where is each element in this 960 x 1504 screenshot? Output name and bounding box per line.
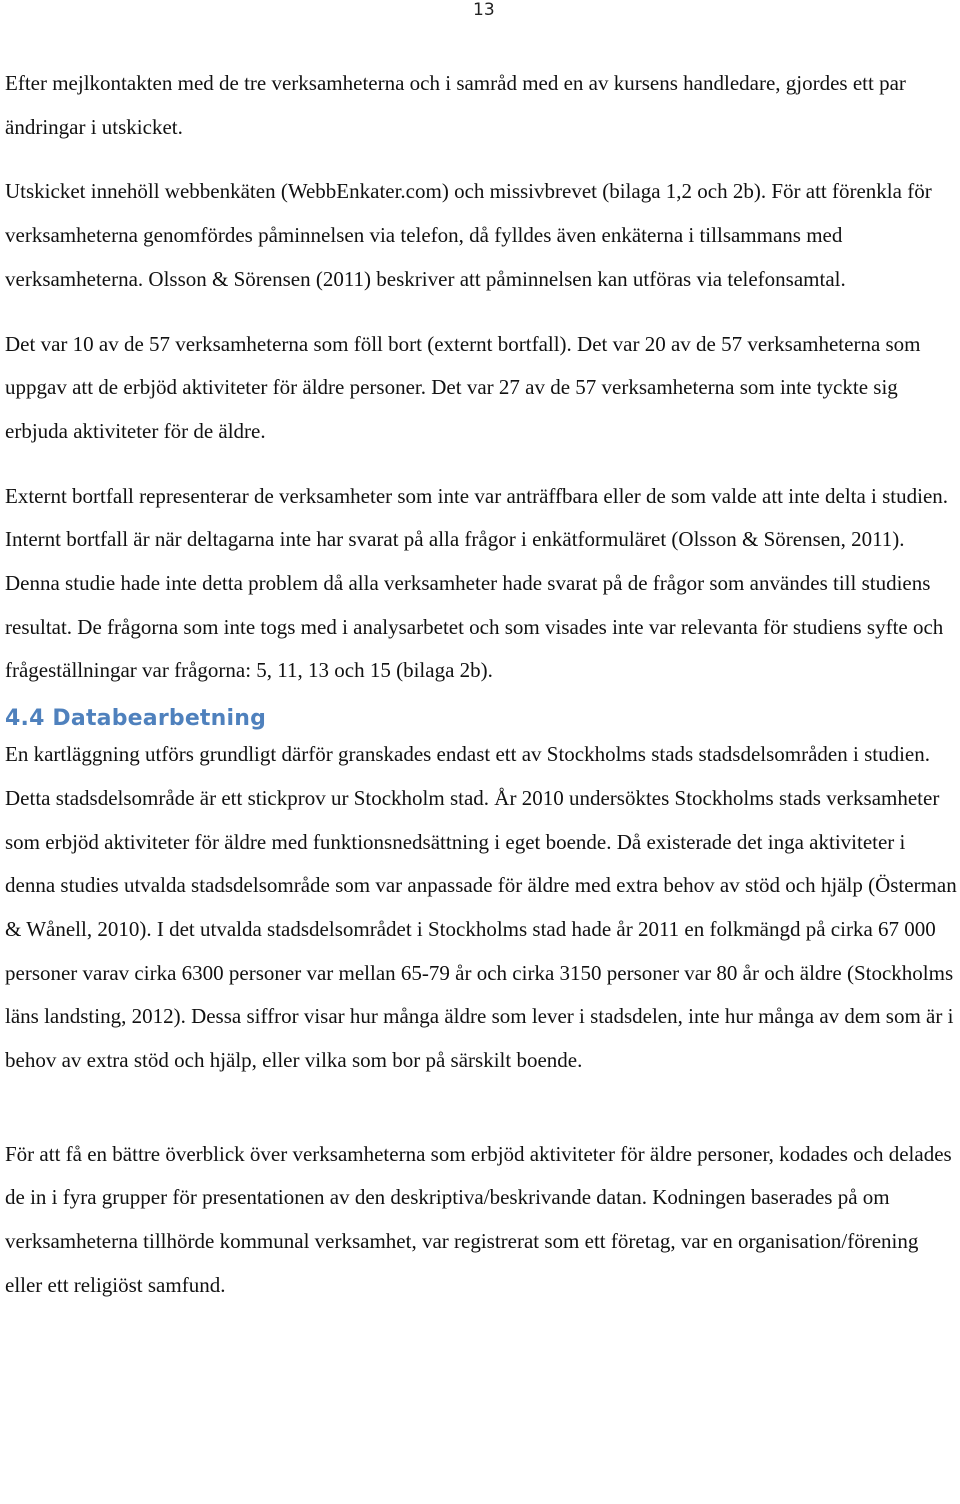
paragraph-survey-dispatch: Utskicket innehöll webbenkäten (WebbEnkater.com) och missivbrevet (bilaga 1,2 och 2b). För att förenkla för verksamheterna genomfördes påminnelsen via telefon, då fylldes även enkäterna i tillsammans med verksamheterna. Olsson & Sörensen (2011) beskriver att påminnelsen kan utföras via telefonsamtal. — [5, 179, 932, 291]
section-heading: 4.4 Databearbetning — [5, 706, 267, 732]
document-body — [5, 62, 957, 1308]
page-number: 13 — [473, 0, 495, 20]
paragraph-gap — [5, 1083, 957, 1133]
paragraph-dropout-definition: Externt bortfall representerar de verksamheter som inte var anträffbara eller de som valde att inte delta i studien. Internt bortfall är när deltagarna inte har svarat på alla frågor i enkätformuläret (Olsson & Sörensen, 2011). Denna studie hade inte detta problem då alla verksamheter hade svarat på de frågor som användes till studiens resultat. De frågorna som inte togs med i analysarbetet och som visades inte var relevanta för studiens syfte och frågeställningar var frågorna: 5, 11, 13 och 15 (bilaga 2b). — [5, 483, 949, 683]
paragraph-mapping: En kartläggning utförs grundligt därför granskades endast ett av Stockholms stads stadsdelsområden i studien. Detta stadsdelsområde är ett stickprov ur Stockholm stad. År 2010 undersöktes Stockholms stads verksamheter som erbjöd aktiviteter för äldre med funktionsnedsättning i eget boende. Då existerade det inga aktiviteter i denna studies utvalda stadsdelsområde som var anpassade för äldre med extra behov av stöd och hjälp (Österman & Wånell, 2010). I det utvalda stadsdelsområdet i Stockholms stad hade år 2011 en folkmängd på cirka 67 000 personer varav cirka 6300 personer var mellan 65-79 år och cirka 3150 personer var 80 år och äldre (Stockholms läns landsting, 2012). Dessa siffror visar hur många äldre som lever i stadsdelen, inte hur många av dem som är i behov av extra stöd och hjälp, eller vilka som bor på särskilt boende. — [5, 742, 957, 1073]
paragraph-mail-contact: Efter mejlkontakten med de tre verksamheterna och i samråd med en av kursens handledare, gjordes ett par ändringar i utskicket. — [5, 71, 906, 139]
paragraph-dropout-counts: Det var 10 av de 57 verksamheterna som föll bort (externt bortfall). Det var 20 av de 57 verksamheterna som uppgav att de erbjöd aktiviteter för äldre personer. Det var 27 av de 57 verksamheterna som inte tyckte sig erbjuda aktiviteter för de äldre. — [5, 331, 921, 443]
paragraph-coding: För att få en bättre överblick över verksamheterna som erbjöd aktiviteter för äldre personer, kodades och delades de in i fyra grupper för presentationen av den deskriptiva/beskrivande datan. Kodningen baserades på om verksamheterna tillhörde kommunal verksamhet, var registrerat som ett företag, var en organisation/förening eller ett religiöst samfund. — [5, 1141, 952, 1297]
